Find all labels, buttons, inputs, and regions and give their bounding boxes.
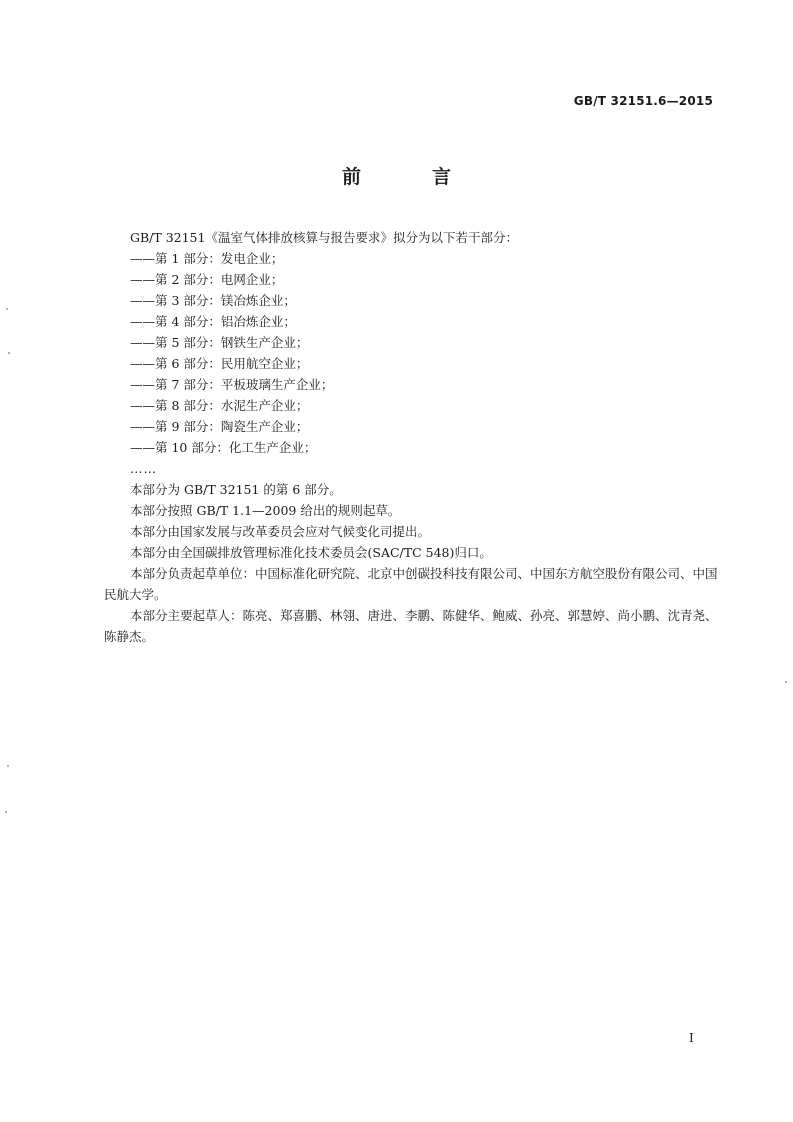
scan-speck	[785, 681, 787, 683]
part-list-item: ——第 1 部分：发电企业；	[130, 251, 284, 266]
document-code: GB/T 32151.6—2015	[573, 94, 713, 108]
part-list-item: ——第 10 部分：化工生产企业；	[130, 440, 317, 455]
part-list-item: ——第 9 部分：陶瓷生产企业；	[130, 419, 309, 434]
paragraph-proposer: 本部分由国家发展与改革委员会应对气候变化司提出。	[130, 524, 431, 539]
part-list-item: ——第 5 部分：钢铁生产企业；	[130, 335, 309, 350]
list-ellipsis: ……	[130, 461, 157, 476]
paragraph-drafters: 本部分主要起草人：陈亮、郑喜鹏、林翎、唐进、李鹏、陈健华、鲍威、孙亮、郭慧婷、尚小鹏、沈青尧、陈静杰。	[104, 608, 718, 644]
page-title: 前 言	[341, 166, 477, 188]
part-list-item: ——第 6 部分：民用航空企业；	[130, 356, 309, 371]
part-list-item: ——第 2 部分：电网企业；	[130, 272, 284, 287]
paragraph-drafting-units: 本部分负责起草单位：中国标准化研究院、北京中创碳投科技有限公司、中国东方航空股份有限公司、中国民航大学。	[104, 566, 718, 602]
scan-speck	[7, 765, 9, 767]
part-list-item: ——第 8 部分：水泥生产企业；	[130, 398, 309, 413]
paragraph-drafting-rules: 本部分按照 GB/T 1.1—2009 给出的规则起草。	[130, 503, 401, 518]
page-number: I	[689, 1031, 694, 1045]
part-list-item: ——第 4 部分：铝冶炼企业；	[130, 314, 296, 329]
scan-speck	[8, 352, 10, 354]
scan-speck	[5, 811, 7, 813]
foreword-body	[104, 227, 724, 647]
part-list-item: ——第 7 部分：平板玻璃生产企业；	[130, 377, 334, 392]
paragraph-part-number: 本部分为 GB/T 32151 的第 6 部分。	[130, 482, 342, 497]
part-list-item: ——第 3 部分：镁冶炼企业；	[130, 293, 296, 308]
intro-paragraph: GB/T 32151《温室气体排放核算与报告要求》拟分为以下若干部分：	[130, 230, 518, 245]
paragraph-committee: 本部分由全国碳排放管理标准化技术委员会(SAC/TC 548)归口。	[130, 545, 492, 560]
scan-speck	[6, 308, 8, 310]
